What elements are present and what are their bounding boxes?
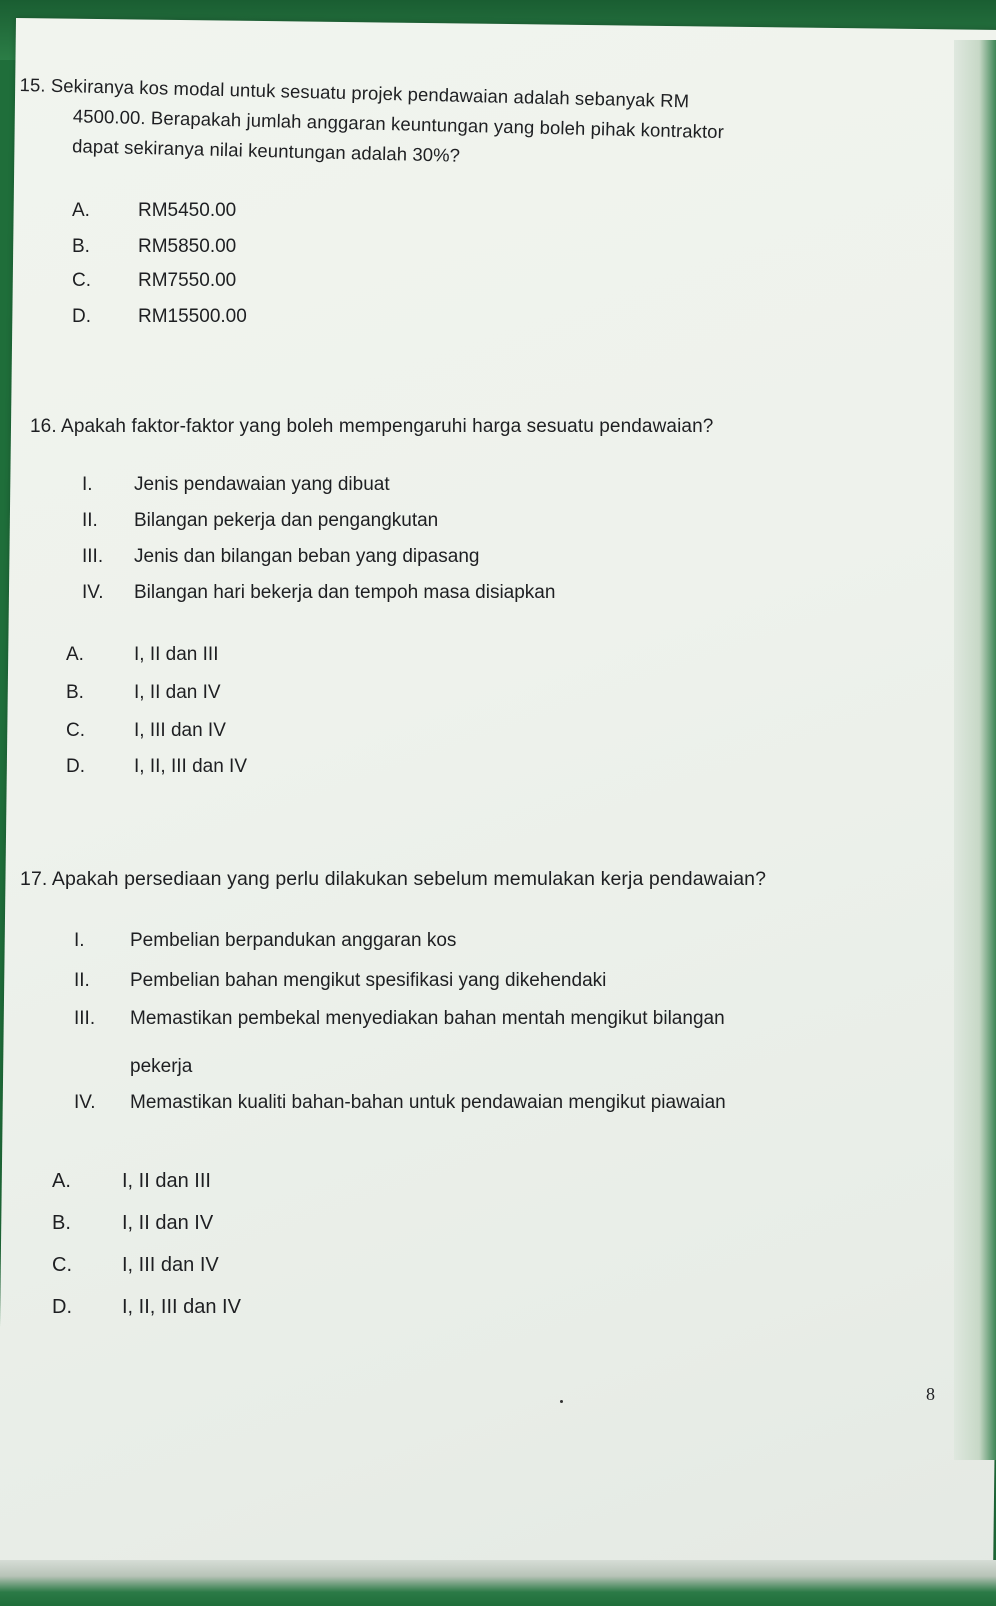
- option-text: I, II dan III: [122, 1170, 211, 1192]
- question-15-line-3: dapat sekiranya nilai keuntungan adalah 30%?: [71, 135, 461, 166]
- option-text: I, II, III dan IV: [134, 756, 247, 777]
- statement-label: III.: [82, 546, 104, 567]
- statement-text: Jenis dan bilangan beban yang dipasang: [134, 546, 480, 567]
- q17-statement-4: [74, 1092, 726, 1114]
- option-text: RM5450.00: [138, 200, 237, 221]
- q16-option-a[interactable]: [66, 644, 219, 666]
- ink-dot: [560, 1400, 563, 1403]
- q17-option-d[interactable]: [52, 1296, 241, 1319]
- q15-option-a[interactable]: [72, 200, 236, 222]
- option-text: I, II dan IV: [122, 1212, 214, 1234]
- q16-option-b[interactable]: [66, 682, 221, 704]
- option-text: RM7550.00: [138, 270, 237, 291]
- option-label: B.: [52, 1212, 71, 1234]
- page-number: 8: [926, 1384, 935, 1404]
- question-16: 16. Apakah faktor-faktor yang boleh mempengaruhi harga sesuatu pendawaian?: [30, 416, 714, 437]
- option-text: I, III dan IV: [122, 1254, 219, 1276]
- statement-label: II.: [82, 510, 98, 531]
- statement-text: Jenis pendawaian yang dibuat: [134, 474, 390, 495]
- option-label: A.: [66, 644, 84, 665]
- q16-option-d[interactable]: [66, 756, 247, 778]
- option-label: D.: [66, 756, 85, 777]
- statement-label: I.: [82, 474, 93, 495]
- statement-label: I.: [74, 930, 85, 951]
- q17-option-b[interactable]: [52, 1212, 213, 1235]
- option-label: B.: [72, 236, 90, 257]
- statement-text: Pembelian bahan mengikut spesifikasi yang dikehendaki: [130, 970, 607, 991]
- q17-statement-3: [74, 1008, 725, 1030]
- statement-label: IV.: [74, 1092, 96, 1113]
- q16-statement-1: [82, 474, 390, 496]
- option-label: C.: [66, 720, 85, 741]
- statement-text: Bilangan pekerja dan pengangkutan: [134, 510, 439, 531]
- option-label: C.: [52, 1254, 72, 1276]
- q15-option-c[interactable]: [72, 270, 236, 292]
- option-text: I, II dan IV: [134, 682, 221, 703]
- statement-text: Pembelian berpandukan anggaran kos: [130, 930, 457, 951]
- q17-statement-1: [74, 930, 456, 952]
- option-label: B.: [66, 682, 84, 703]
- question-15: [18, 70, 725, 177]
- statement-label: II.: [74, 970, 90, 991]
- q16-statement-2: [82, 510, 438, 532]
- statement-text: Bilangan hari bekerja dan tempoh masa disiapkan: [134, 582, 556, 603]
- option-text: RM15500.00: [138, 306, 247, 327]
- option-text: RM5850.00: [138, 236, 237, 257]
- option-label: D.: [52, 1296, 72, 1318]
- q17-statement-3-continued: [74, 1056, 192, 1078]
- statement-text: Memastikan pembekal menyediakan bahan mentah mengikut bilangan: [130, 1008, 725, 1029]
- option-text: I, II dan III: [134, 644, 219, 665]
- option-text: I, III dan IV: [134, 720, 226, 741]
- question-17: 17. Apakah persediaan yang perlu dilakukan sebelum memulakan kerja pendawaian?: [20, 868, 767, 890]
- q15-option-d[interactable]: [72, 306, 247, 328]
- option-label: D.: [72, 306, 91, 327]
- statement-text: pekerja: [130, 1056, 193, 1077]
- question-15-line-2: 4500.00. Berapakah jumlah anggaran keuntungan yang boleh pihak kontraktor: [72, 105, 725, 143]
- option-label: C.: [72, 270, 91, 291]
- q16-option-c[interactable]: [66, 720, 226, 742]
- q15-option-b[interactable]: [72, 236, 236, 258]
- option-label: A.: [72, 200, 90, 221]
- q17-statement-2: [74, 970, 606, 992]
- question-15-line-1: 15. Sekiranya kos modal untuk sesuatu projek pendawaian adalah sebanyak RM: [19, 73, 690, 112]
- q17-option-a[interactable]: [52, 1170, 211, 1193]
- option-text: I, II, III dan IV: [122, 1296, 241, 1318]
- statement-label: III.: [74, 1008, 96, 1029]
- q17-option-c[interactable]: [52, 1254, 219, 1277]
- statement-text: Memastikan kualiti bahan-bahan untuk pendawaian mengikut piawaian: [130, 1092, 726, 1113]
- q16-statement-4: [82, 582, 555, 604]
- q16-statement-3: [82, 546, 479, 568]
- option-label: A.: [52, 1170, 71, 1192]
- statement-label: IV.: [82, 582, 104, 603]
